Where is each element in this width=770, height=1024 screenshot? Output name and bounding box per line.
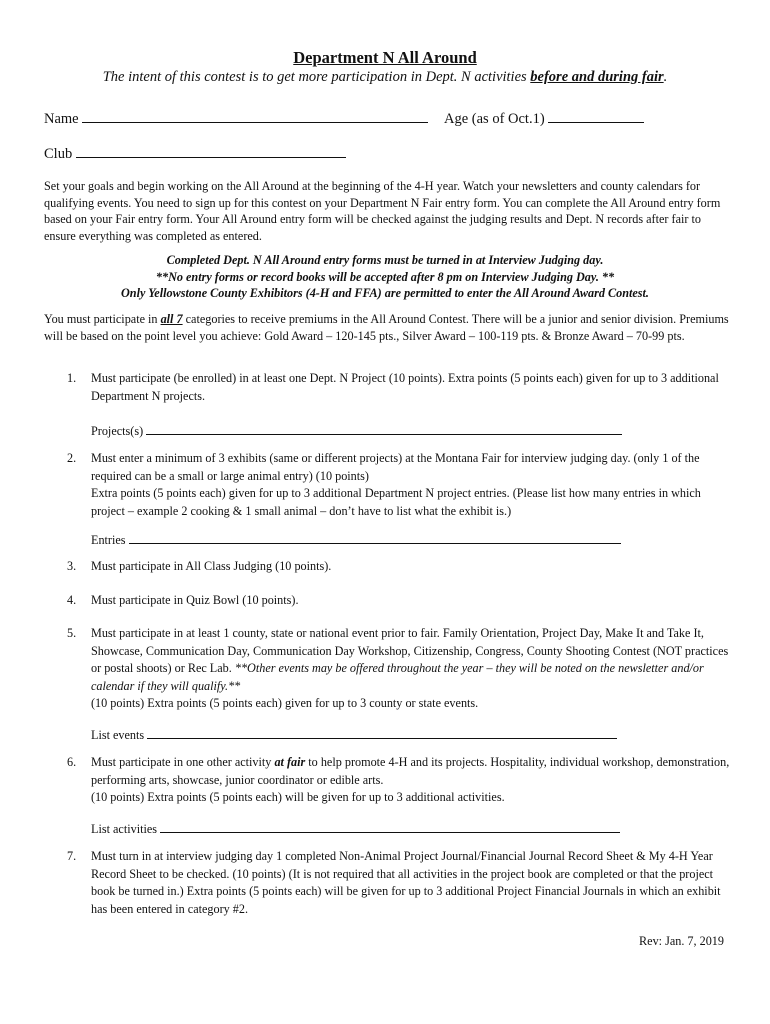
club-blank[interactable] — [76, 143, 346, 158]
item-text-note: **Other events may be offered throughout the year – they will be noted on the newsletter and/or calendar if they will qualify.** — [91, 661, 704, 693]
projects-blank[interactable] — [146, 423, 622, 435]
notice-block — [0, 252, 770, 302]
age-blank[interactable] — [548, 108, 644, 123]
item-text-emphasis: at fair — [274, 755, 306, 769]
item-number: 7. — [67, 849, 77, 863]
events-field — [91, 727, 731, 745]
item-text-lead: Must participate in one other activity — [91, 755, 275, 769]
entries-label: Entries — [91, 533, 126, 547]
activities-blank[interactable] — [160, 821, 620, 833]
item-text: Must participate in Quiz Bowl (10 points). — [91, 593, 299, 607]
item-text: Must participate (be enrolled) in at least one Dept. N Project (10 points). Extra points (5 points each) given for up to 3 additional Department N projects. — [91, 371, 719, 403]
item-number: 2. — [67, 451, 77, 465]
requirement-emphasis: all 7 — [160, 312, 183, 326]
item-text: Must enter a minimum of 3 exhibits (same or different projects) at the Montana Fair for interview judging day. (only 1 of the required can be a small or large animal entry) (10 points) — [91, 451, 700, 483]
projects-field — [91, 423, 731, 441]
age-label: Age (as of Oct.1) — [444, 111, 545, 127]
subtitle-period: . — [663, 69, 668, 85]
requirement-paragraph — [44, 311, 729, 344]
item-text-extra: (10 points) Extra points (5 points each) given for up to 3 county or state events. — [91, 696, 479, 710]
subtitle-emphasis: before and during fair — [530, 69, 664, 85]
item-text-extra: Extra points (5 points each) given for up to 3 additional Department N project entries. (Please list how many entries in which project – example 2 cooking & 1 small animal – don’t have to list what the exhibit is.) — [91, 486, 701, 518]
age-field — [444, 108, 644, 128]
intro-paragraph: Set your goals and begin working on the All Around at the beginning of the 4-H year. Watch your newsletters and county calendars for qualifying events. You need to sign up for this contest on your Department N Fair entry form. You can complete the All Around entry form based on your Fair entry form. Your All Around entry form will be checked against the judging results and Dept. N records after fair to ensure everything was completed as entered. — [44, 179, 721, 243]
item-text: Must participate in All Class Judging (10 points). — [91, 559, 332, 573]
item-text: Must turn in at interview judging day 1 completed Non-Animal Project Journal/Financial Journal Record Sheet & My 4-H Year Record Sheet to be checked. (10 points) (It is not required that all activities in the project book are completed or that the project book be turned in.) Extra points (5 points each) will be given for up to 3 additional Project Financial Journals in which an exhibit has been entered in category #2. — [91, 849, 721, 916]
item-text-main: to help promote 4-H and its projects. Hospitality, individual workshop, demonstration, performing arts, showcase, junior coordinator or edible arts. — [91, 755, 730, 787]
item-number: 3. — [67, 559, 77, 573]
name-label: Name — [44, 111, 79, 127]
events-label: List events — [91, 727, 145, 742]
item-number: 6. — [67, 755, 77, 769]
item-text — [91, 625, 731, 695]
notice-line-1: Completed Dept. N All Around entry forms must be turned in at Interview Judging day. — [166, 253, 604, 267]
item-text — [91, 754, 731, 789]
item-text-extra: (10 points) Extra points (5 points each) will be given for up to 3 additional activities. — [91, 790, 505, 804]
item-number: 4. — [67, 593, 77, 607]
page-subtitle — [0, 69, 770, 86]
revision-date: Rev: Jan. 7, 2019 — [639, 934, 724, 948]
requirement-text-rest: categories to receive premiums in the All Around Contest. There will be a junior and senior division. Premiums will be based on the point level you achieve: Gold Award – 120-145 pts., Silver Award – 100-119 pts. & Bronze Award – 70-99 pts. — [44, 312, 729, 343]
club-field — [44, 143, 346, 163]
item-number: 1. — [67, 371, 77, 385]
item-text-main: Must participate in at least 1 county, state or national event prior to fair. Family Orientation, Project Day, Make It and Take It, Showcase, Communication Day, Communication Day Workshop, Citizenship, Congress, County Shooting Contest (NOT practices or postal shoots) or Rec Lab. — [91, 626, 729, 675]
notice-line-2: **No entry forms or record books will be accepted after 8 pm on Interview Judging Day. ** — [155, 269, 615, 284]
projects-label: Projects(s) — [91, 424, 144, 438]
entries-field — [91, 532, 731, 550]
club-label: Club — [44, 146, 73, 162]
activities-field — [91, 821, 731, 839]
requirement-text: You must participate in — [44, 312, 161, 326]
notice-line-3: Only Yellowstone County Exhibitors (4-H and FFA) are permitted to enter the All Around Award Contest. — [121, 286, 649, 300]
subtitle-text: The intent of this contest is to get more participation in Dept. N activities — [102, 69, 531, 85]
name-field — [44, 108, 428, 128]
item-number: 5. — [67, 626, 77, 640]
entries-blank[interactable] — [129, 532, 621, 544]
events-blank[interactable] — [147, 727, 617, 739]
page-title: Department N All Around — [293, 48, 477, 67]
activities-label: List activities — [91, 821, 158, 836]
name-blank[interactable] — [82, 108, 428, 123]
